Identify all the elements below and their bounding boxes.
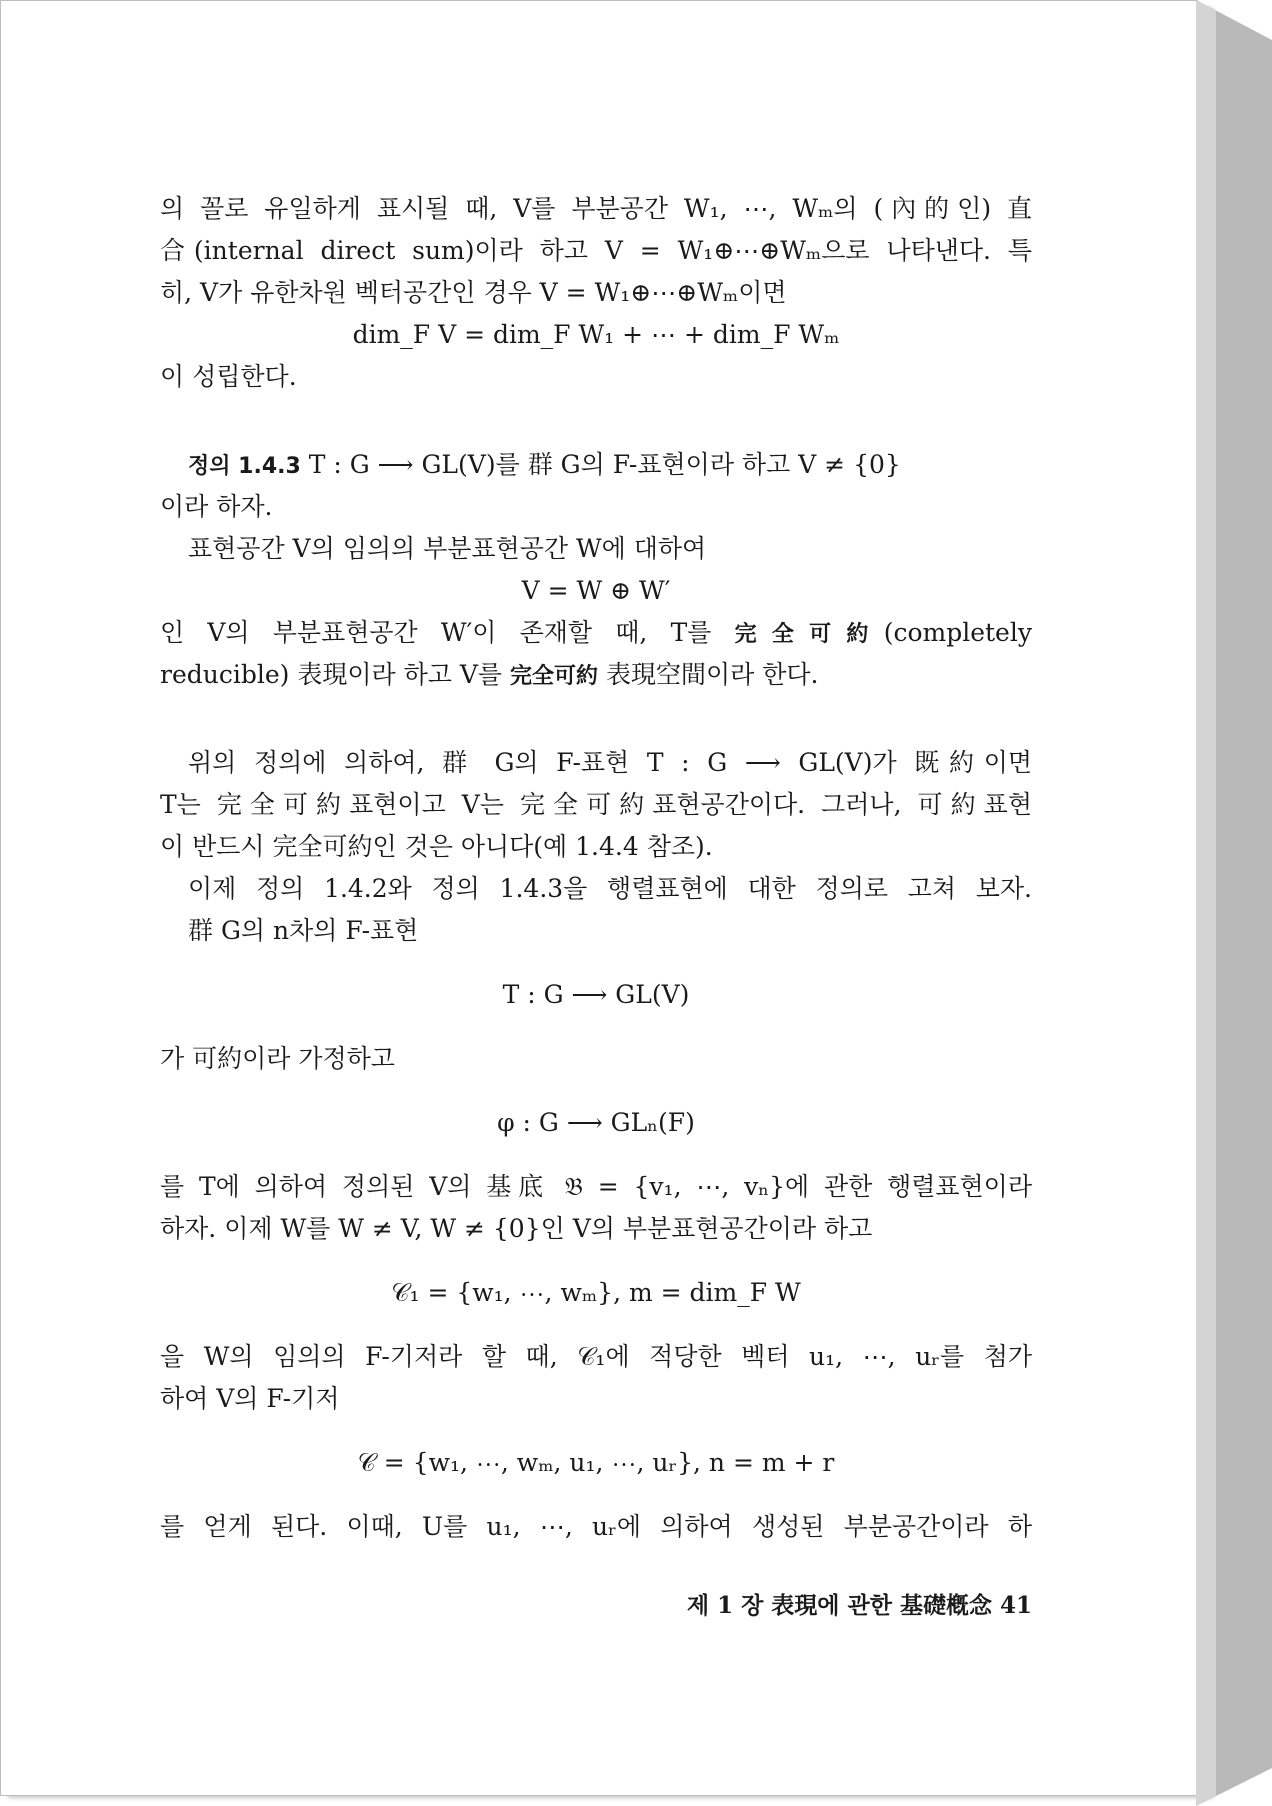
text-line-24: 을 W의 임의의 F-기저라 할 때, 𝒞₁에 적당한 벡터 u₁, ⋯, uᵣ를 첨가 [160,1342,1032,1371]
book-side-edge [1196,0,1272,1806]
text-line-17: 群 G의 n차의 F-표현 [188,916,419,945]
text-line-8: 이라 하자. [160,492,273,521]
text-line-1: 의 꼴로 유일하게 표시될 때, V를 부분공간 W₁, ⋯, Wₘ의 (內的인) 直 [160,194,1032,223]
text-line-2: 合(internal direct sum)이라 하고 V = W₁⊕⋯⊕Wₘ으로 나타낸다. 특 [160,236,1032,265]
term-completely-reducible-2: 完全可約 [510,663,599,689]
page-footer: 제 1 장 表現에 관한 基礎槪念 41 [686,1592,1032,1619]
text-line-16: 이제 정의 1.4.2와 정의 1.4.3을 행렬표현에 대한 정의로 고쳐 보자. [188,874,1032,903]
text-line-5: 이 성립한다. [160,362,297,391]
term-completely-reducible: 完全可約 [734,621,884,647]
text-line-21: 를 T에 의하여 정의된 V의 基底 𝔅 = {v₁, ⋯, vₙ}에 관한 행렬표현이라 [160,1172,1032,1201]
definition-text: T : G ⟶ GL(V)를 群 G의 F-표현이라 하고 V ≠ {0} [308,450,901,479]
equation-basis-C: 𝒞 = {w₁, ⋯, wₘ, u₁, ⋯, uᵣ}, n = m + r [357,1448,835,1477]
text-line-11 [160,612,1032,654]
text-line-22: 하자. 이제 W를 W ≠ V, W ≠ {0}인 V의 부분표현공간이라 하고 [160,1214,873,1243]
text-line-25: 하여 V의 F-기저 [160,1384,340,1413]
text-segment-c: reducible) 表現이라 하고 V를 [160,660,503,689]
text-line-13: 위의 정의에 의하여, 群 G의 F-표현 T : G ⟶ GL(V)가 既約이면 [188,748,1032,777]
text-line-9: 표현공간 V의 임의의 부분표현공간 W에 대하여 [188,534,707,563]
text-segment-a: 인 V의 부분표현공간 W′이 존재할 때, T를 [160,618,712,647]
equation-basis-C1: 𝒞₁ = {w₁, ⋯, wₘ}, m = dim_F W [391,1278,801,1307]
text-line-3: 히, V가 유한차원 벡터공간인 경우 V = W₁⊕⋯⊕Wₘ이면 [160,278,787,307]
text-line-15: 이 반드시 完全可約인 것은 아니다(예 1.4.4 참조). [160,832,713,861]
equation-representation-T: T : G ⟶ GL(V) [502,980,690,1009]
equation-dimension-sum: dim_F V = dim_F W₁ + ⋯ + dim_F Wₘ [352,320,840,349]
text-line-27: 를 얻게 된다. 이때, U를 u₁, ⋯, uᵣ에 의하여 생성된 부분공간이라 하 [160,1512,1032,1541]
equation-matrix-representation: φ : G ⟶ GLₙ(F) [497,1108,695,1137]
equation-direct-sum: V = W ⊕ W′ [521,576,671,605]
text-line-14: T는 完全可約표현이고 V는 完全可約표현공간이다. 그러나, 可約표현 [160,790,1032,819]
definition-heading: 정의 1.4.3 [188,454,301,479]
definition-1-4-3-line [160,444,1032,486]
text-segment-d: 表現空間이라 한다. [605,660,819,689]
page-content [160,188,1032,1548]
text-segment-b: (completely [883,618,1032,647]
text-line-19: 가 可約이라 가정하고 [160,1044,395,1073]
text-line-12 [160,654,1032,696]
